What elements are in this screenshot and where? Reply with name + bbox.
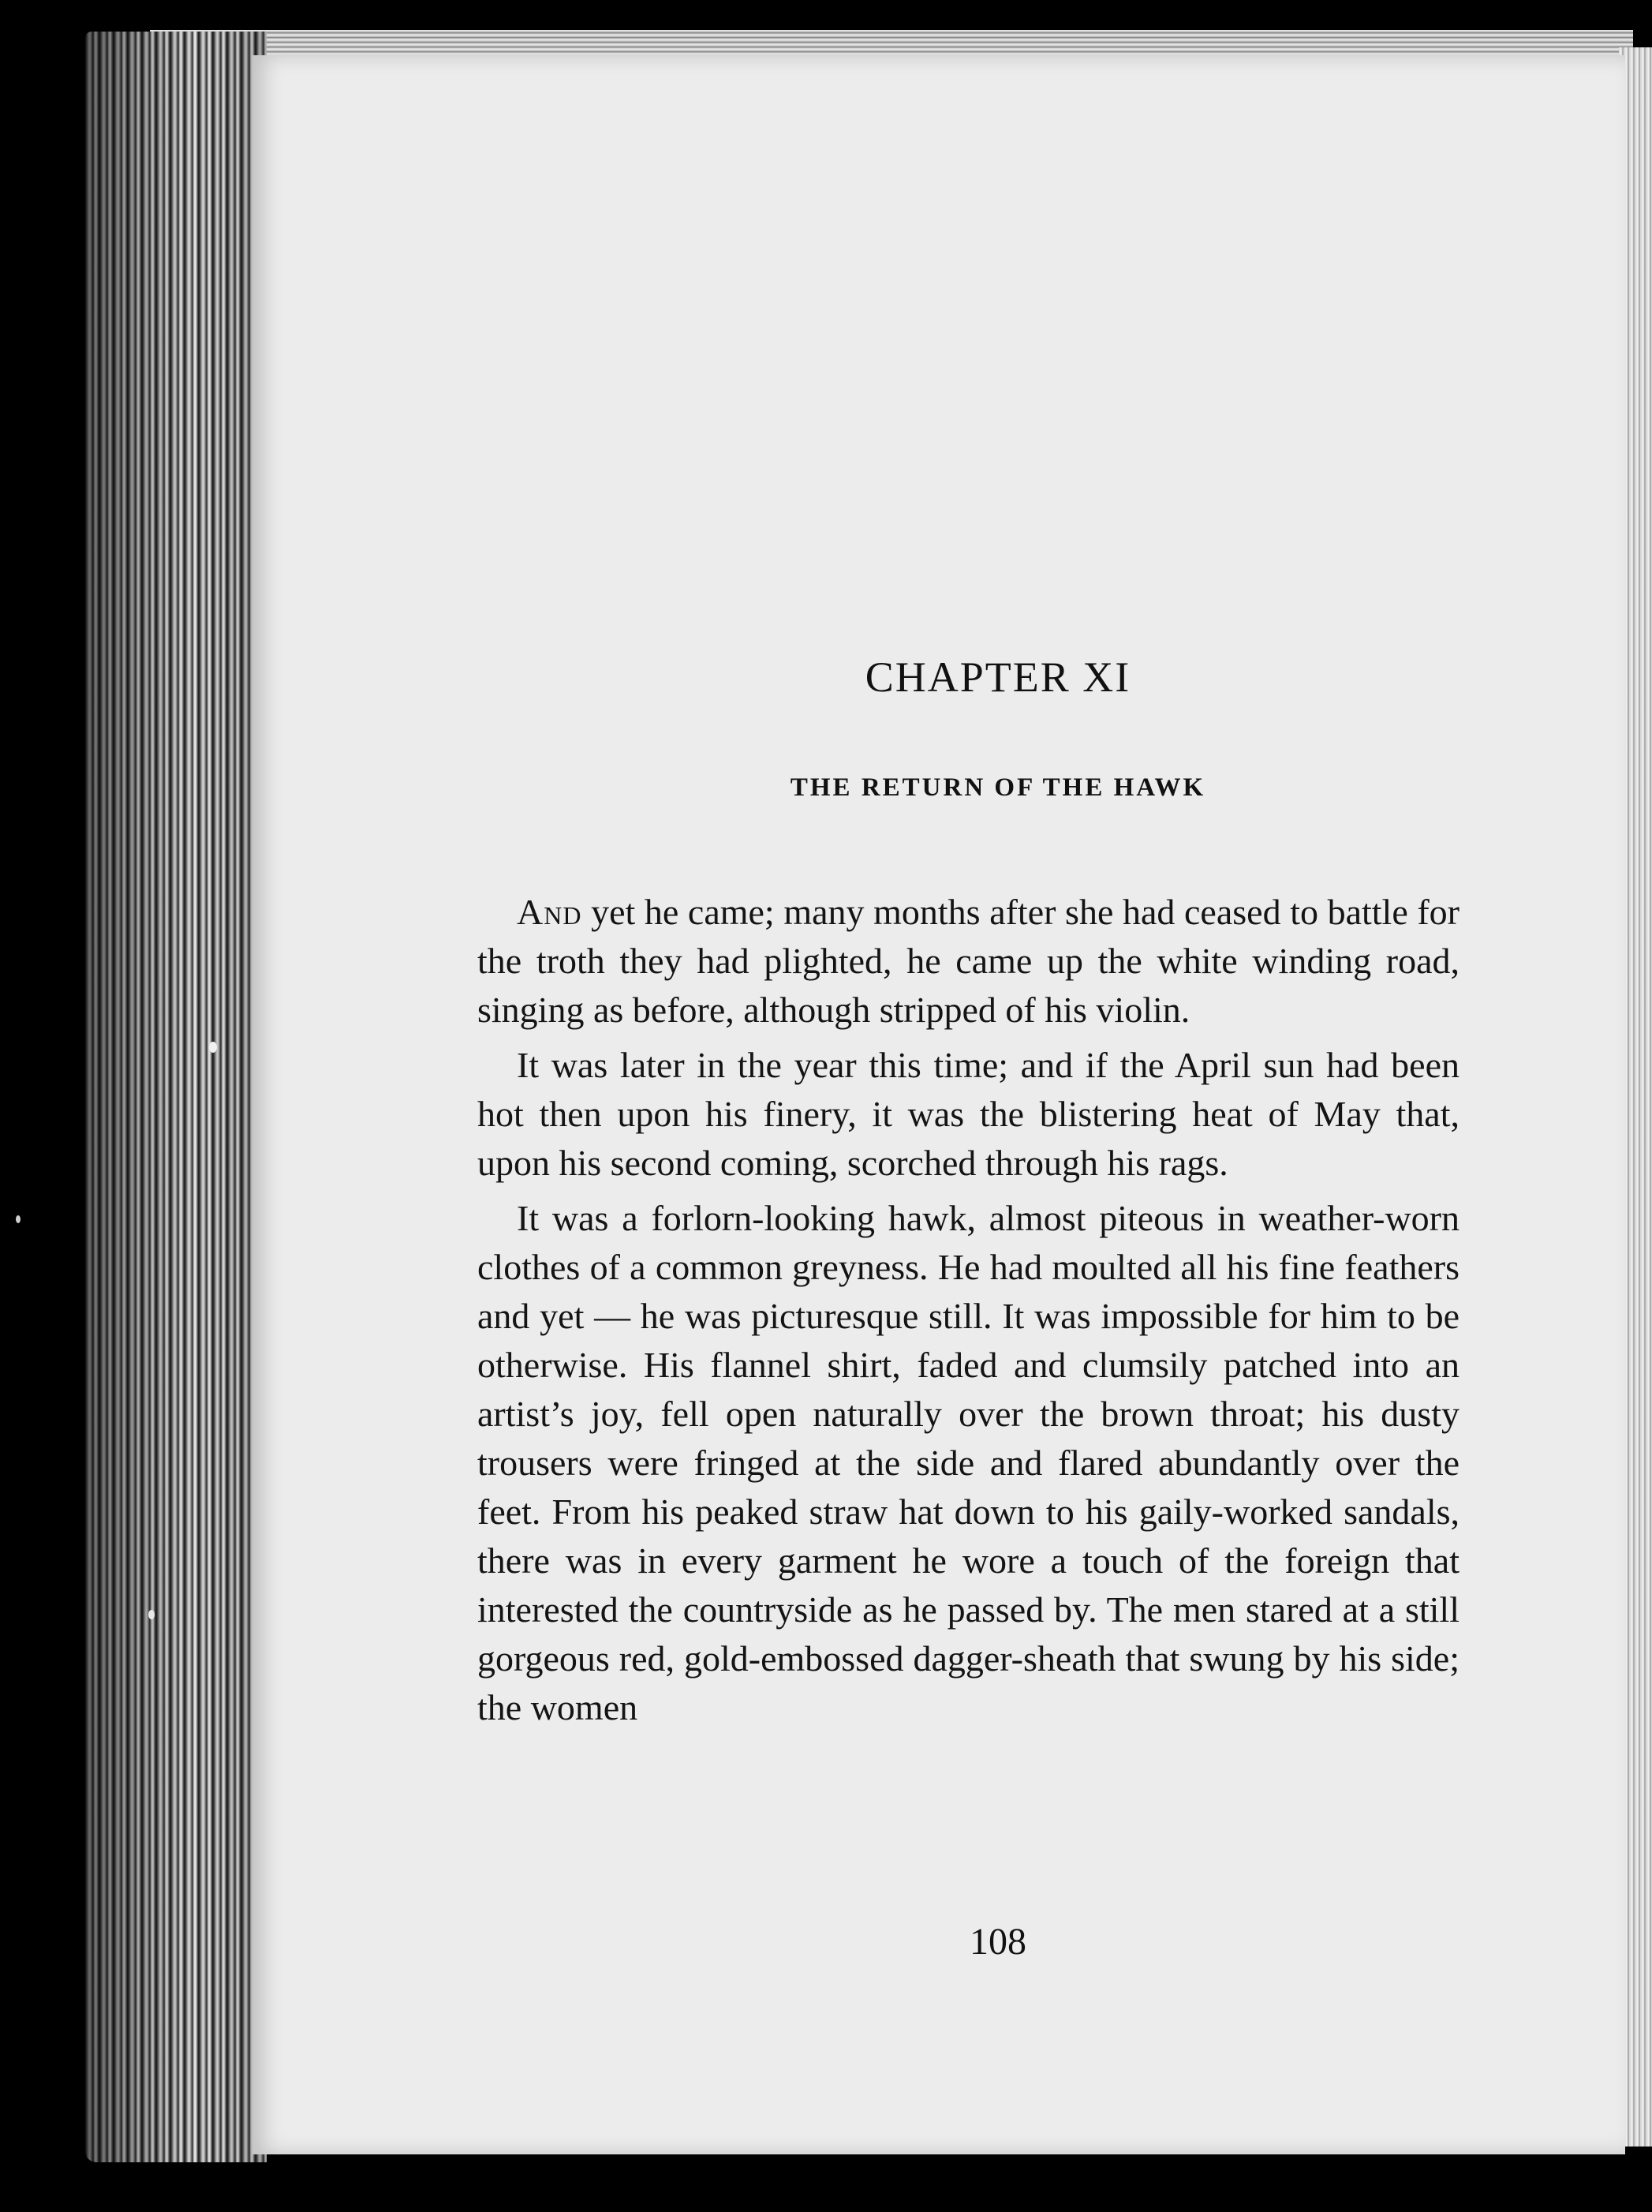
paragraph: It was later in the year this time; and if the April sun had been hot then upon his finery, it was the blistering heat of May that, upon his second coming, scorched through his rags. bbox=[477, 1045, 1460, 1183]
drop-word: And bbox=[517, 892, 582, 932]
paragraph: It was a forlorn-looking hawk, almost piteous in weather-worn clothes of a common greyness. He had moulted all his fine feathers and yet — he was picturesque still. It was impossible for him to be otherwise. His flannel shirt, faded and clumsily patched into an artist’s joy, fell open naturally over the brown throat; his dusty trousers were fringed at the side and flared abundantly over the feet. From his peaked straw hat down to his gaily-worked sandals, there was in every garment he wore a touch of the foreign that interested the countryside as he passed by. The men stared at a still gorgeous red, gold-embossed dagger-sheath that swung by his side; the women bbox=[477, 1198, 1460, 1727]
body-text bbox=[477, 888, 1460, 1739]
page-number: 108 bbox=[970, 1921, 1026, 1963]
paragraph-text: yet he came; many months after she had ceased to battle for the troth they had plighted, he came up the white winding road, singing as before, although stripped of his violin. bbox=[477, 892, 1460, 1030]
dust-speck bbox=[16, 1215, 21, 1223]
page-stack-shadow bbox=[85, 32, 267, 2162]
dust-speck bbox=[209, 1042, 217, 1053]
chapter-subtitle: THE RETURN OF THE HAWK bbox=[790, 773, 1206, 802]
chapter-title: CHAPTER XI bbox=[865, 653, 1131, 701]
paragraph bbox=[477, 888, 1460, 1035]
book-page bbox=[252, 55, 1625, 2154]
dust-speck bbox=[148, 1610, 155, 1619]
